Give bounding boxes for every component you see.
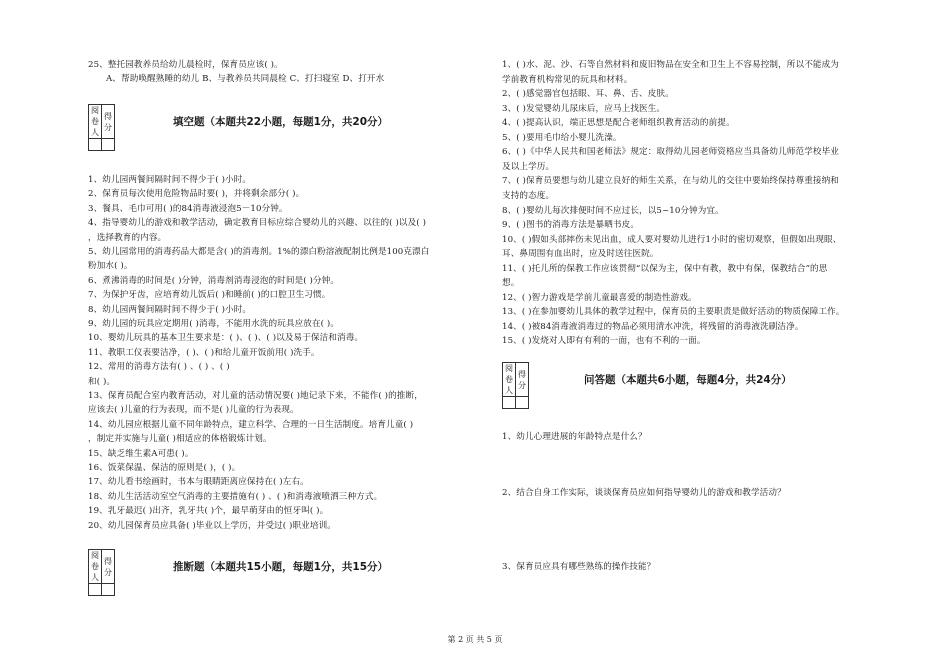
fill-question-line: 8、幼儿园两餐间隔时间不得少于( )小时。: [88, 304, 252, 315]
judge-question-line: 14、( )被84消毒液消毒过的物品必须用清水冲洗，将残留的消毒液洗刷洁净。: [502, 321, 804, 332]
fill-question-line: 1、幼儿园两餐间隔时间不得少于( )小时。: [88, 175, 252, 185]
fill-question-line: 粉加水( )。: [88, 261, 133, 272]
score-label: 得分: [102, 550, 115, 584]
reviewer-label: 阅卷人: [503, 363, 516, 397]
judge-score-table: [88, 549, 115, 596]
judge-question-line: 耳、鼻周围有血出时，应及时送往医院。: [502, 249, 659, 260]
judge-question-line: 13、( )在参加婴幼儿具体的教学过程中，保育员的主要职责是做好活动的物质保障工作。: [502, 307, 845, 318]
fill-question-line: 6、煮沸消毒的时间是( )分钟，消毒剂消毒浸泡的时间是( )分钟。: [88, 275, 340, 286]
fill-question-line: 16、饭菜保温、保洁的原则是( )，( )。: [88, 463, 241, 473]
fill-question-line: 4、指导婴幼儿的游戏和教学活动，确定教育目标应综合婴幼儿的兴趣、以往的( )以及( ): [88, 218, 427, 229]
fill-question-line: 13、保育员配合室内教育活动，对儿童的活动情况要( )地记录下来，不能作( )的推断，: [88, 391, 423, 401]
judge-question-line: 3、( )发觉婴幼儿尿床后，应马上找医生。: [502, 103, 666, 114]
judge-question-line: 1、( )水、泥、沙、石等自然材料和废旧物品在安全和卫生上不容易控制，所以不能成为: [502, 60, 839, 70]
judge-question-line: 9、( )图书的消毒方法是暴晒书皮。: [502, 220, 640, 231]
qa-question-3: 3、保育员应具有哪些熟练的操作技能？: [502, 562, 656, 572]
judge-section-title: 推断题（本题共15小题，每题1分，共15分）: [173, 561, 389, 573]
score-label: 得分: [102, 105, 115, 139]
reviewer-label: 阅卷人: [89, 550, 102, 584]
judge-question-line: 12、( )智力游戏是学前儿童最喜爱的制造性游戏。: [502, 292, 697, 303]
score-cell: [102, 139, 115, 151]
qa-question-1: 1、幼儿心理进展的年龄特点是什么？: [502, 432, 647, 442]
fill-question-line: 11、教职工仪表要洁净，( )、( )和给儿童开饭前用( )洗手。: [88, 347, 320, 358]
judge-question-line: 6、( )《中华人民共和国老师法》规定：取得幼儿园老师资格应当具备幼儿师范学校毕业: [502, 147, 839, 158]
fill-section-title: 填空题（本题共22小题，每题1分，共20分）: [173, 116, 389, 128]
fill-score-table: [88, 104, 115, 151]
reviewer-label: 阅卷人: [89, 105, 102, 139]
qa-score-table: [502, 362, 529, 409]
judge-question-line: 8、( )婴幼儿每次排便时间不应过长，以5~10分钟为宜。: [502, 205, 724, 216]
qa-question-2: 2、结合自身工作实际，谈谈保育员应如何指导婴幼儿的游戏和教学活动？: [502, 488, 786, 498]
page-footer: 第 2 页 共 5 页: [447, 635, 503, 644]
question-25: 25、整托园教养员给幼儿晨检时，保育员应该( )。: [88, 60, 283, 70]
reviewer-cell: [503, 397, 516, 409]
fill-question-line: 和( )。: [88, 376, 116, 387]
reviewer-cell: [89, 139, 102, 151]
score-cell: [516, 397, 529, 409]
judge-question-line: 7、( )保育员要想与幼儿建立良好的师生关系，在与幼儿的交往中要始终保持尊重接纳和: [502, 176, 839, 187]
score-label: 得分: [516, 363, 529, 397]
reviewer-cell: [89, 584, 102, 596]
fill-question-line: 12、常用的消毒方法有( ) 、( ) 、( ): [88, 362, 230, 373]
fill-question-line: 3、餐具、毛巾可用( )的84消毒液浸泡5－10分钟。: [88, 203, 288, 214]
fill-question-line: 18、幼儿生活活动室空气消毒的主要措施有( ) 、( )和消毒液喷洒三种方式。: [88, 491, 383, 502]
fill-question-line: 10、婴幼儿玩具的基本卫生要求是：( )、( )、( )以及易于保洁和消毒。: [88, 333, 364, 344]
fill-question-line: 9、幼儿园的玩具应定期用( )消毒，不能用水洗的玩具应放在( )。: [88, 319, 340, 329]
judge-question-line: 5、( )要用毛巾给小婴儿洗澡。: [502, 132, 622, 143]
fill-question-line: 19、乳牙最迟( )出齐，乳牙共( )个，最早萌芽由的恒牙叫( )。: [88, 506, 329, 517]
judge-question-line: 15、( )发烧对人即有有利的一面，也有不利的一面。: [502, 336, 706, 347]
fill-question-line: 应该去( )儿童的行为表现，而不是( )儿童的行为表现。: [88, 405, 299, 416]
qa-section-title: 问答题（本题共6小题，每题4分，共24分）: [584, 374, 792, 386]
fill-question-line: 20、幼儿园保育员应具备( )毕业以上学历，并受过( )职业培训。: [88, 520, 336, 531]
fill-question-line: 5、幼儿园常用的消毒药品大都是含( )的消毒剂。1%的漂白粉溶液配制比例是100克漂白: [88, 247, 430, 257]
fill-question-line: 2、保育员每次使用危险物品时要( )，并将剩余部分( )。: [88, 189, 305, 200]
fill-question-line: 17、幼儿看书绘画时，书本与眼睛距离应保持在( )左右。: [88, 477, 309, 488]
judge-question-line: 学前教育机构常见的玩具和材料。: [502, 74, 633, 85]
judge-question-line: 4、( )提高认识，端正思想是配合老师组织教育活动的前提。: [502, 118, 735, 129]
judge-question-line: 11、( )托儿所的保教工作应该贯彻“以保为主，保中有教，教中有保，保教结合”的思: [502, 263, 828, 274]
score-cell: [102, 584, 115, 596]
judge-question-line: 2、( )感觉器官包括眼、耳、鼻、舌、皮肤。: [502, 89, 674, 100]
fill-question-line: 15、缺乏维生素A可患( )。: [88, 448, 194, 459]
fill-question-line: 7、为保护牙齿，应培育幼儿饭后( )和睡前( )的口腔卫生习惯。: [88, 290, 331, 301]
judge-question-line: 想。: [502, 278, 520, 289]
fill-question-line: ，选择教育的内容。: [88, 232, 167, 243]
judge-question-line: 10、( )假如头部摔伤未见出血，成人要对婴幼儿进行1小时的密切观察，但假如出现眼、: [502, 234, 842, 245]
judge-question-line: 及以上学历。: [502, 161, 555, 172]
fill-question-line: 14、幼儿园应根据儿童不同年龄特点，建立科学、合理的一日生活制度。培育儿童( ): [88, 419, 414, 430]
question-25-options: A、帮助唤醒熟睡的幼儿 B、与教养员共同晨检 C、打扫寝室 D、打开水: [106, 74, 385, 84]
fill-question-line: ，制定并实施与儿童( )相适应的体格锻炼计划。: [88, 434, 272, 445]
judge-question-line: 支持的态度。: [502, 190, 555, 201]
